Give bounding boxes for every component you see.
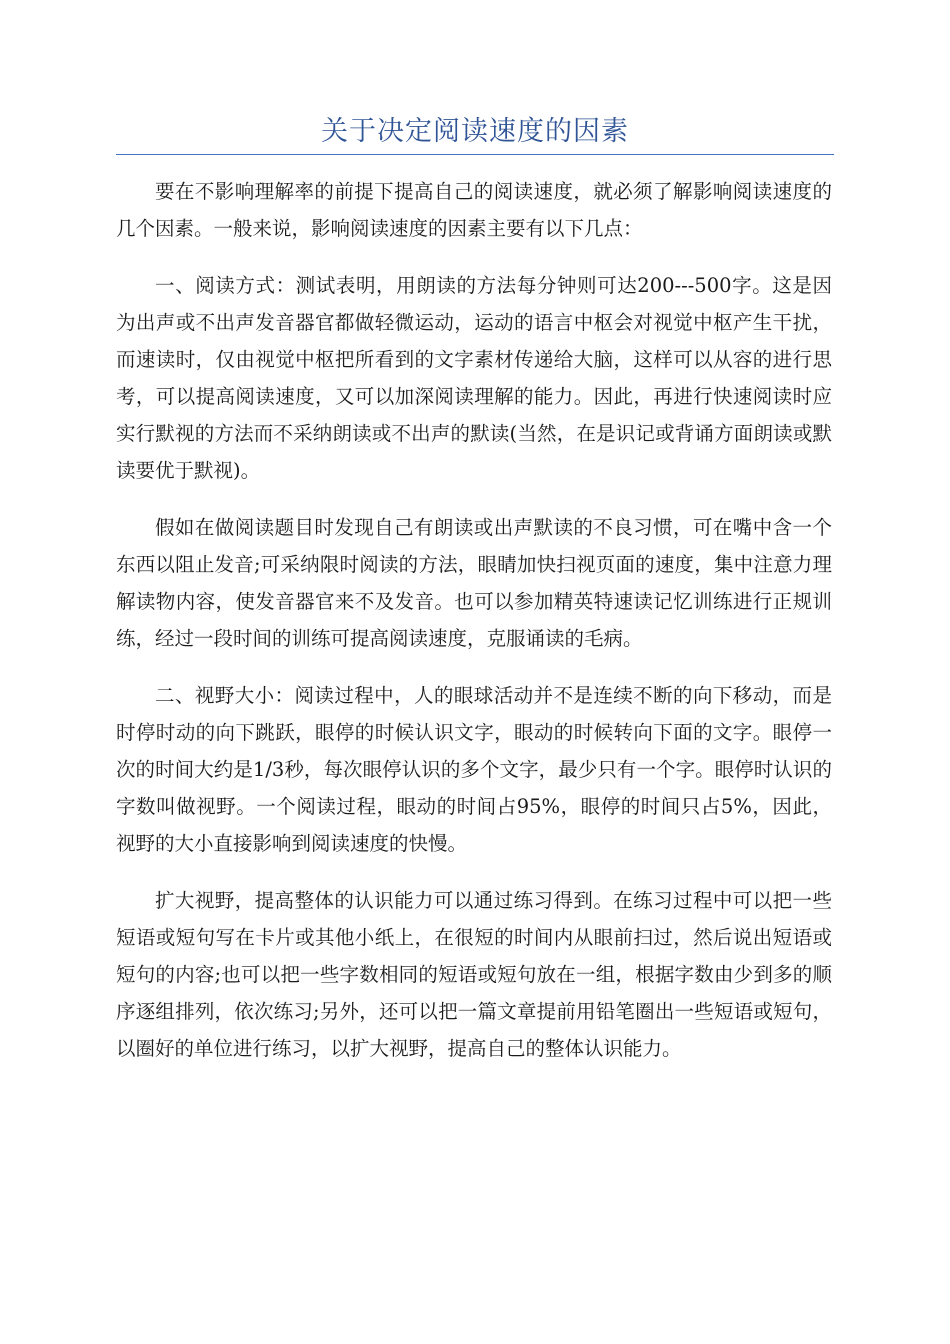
document-title: 关于决定阅读速度的因素 bbox=[321, 116, 629, 147]
paragraph-expand-field: 扩大视野，提高整体的认识能力可以通过练习得到。在练习过程中可以把一些短语或短句写在卡片或其他小纸上，在很短的时间内从眼前扫过，然后说出短语或短句的内容;也可以把一些字数相同的短语或短句放在一组，根据字数由少到多的顺序逐组排列，依次练习;另外，还可以把一篇文章提前用铅笔圈出一些短语或短句，以圈好的单位进行练习，以扩大视野，提高自己的整体认识能力。 bbox=[116, 889, 832, 1060]
document-body bbox=[116, 173, 832, 1087]
paragraph-visual-field: 二、视野大小：阅读过程中，人的眼球活动并不是连续不断的向下移动，而是时停时动的向下跳跃，眼停的时候认识文字，眼动的时候转向下面的文字。眼停一次的时间大约是1/3秒，每次眼停认识的多个文字，最少只有一个字。眼停时认识的字数叫做视野。一个阅读过程，眼动的时间占95%，眼停的时间只占5%，因此，视野的大小直接影响到阅读速度的快慢。 bbox=[116, 684, 832, 855]
paragraph-bad-habits: 假如在做阅读题目时发现自己有朗读或出声默读的不良习惯，可在嘴中含一个东西以阻止发音;可采纳限时阅读的方法，眼睛加快扫视页面的速度，集中注意力理解读物内容，使发音器官来不及发音。也可以参加精英特速读记忆训练进行正规训练，经过一段时间的训练可提高阅读速度，克服诵读的毛病。 bbox=[116, 516, 832, 650]
paragraph-intro: 要在不影响理解率的前提下提高自己的阅读速度，就必须了解影响阅读速度的几个因素。一般来说，影响阅读速度的因素主要有以下几点： bbox=[116, 180, 832, 240]
paragraph-reading-method: 一、阅读方式：测试表明，用朗读的方法每分钟则可达200---500字。这是因为出声或不出声发音器官都做轻微运动，运动的语言中枢会对视觉中枢产生干扰，而速读时，仅由视觉中枢把所看到的文字素材传递给大脑，这样可以从容的进行思考，可以提高阅读速度，又可以加深阅读理解的能力。因此，再进行快速阅读时应实行默视的方法而不采纳朗读或不出声的默读(当然，在是识记或背诵方面朗读或默读要优于默视)。 bbox=[116, 274, 832, 482]
title-underline bbox=[116, 154, 834, 155]
